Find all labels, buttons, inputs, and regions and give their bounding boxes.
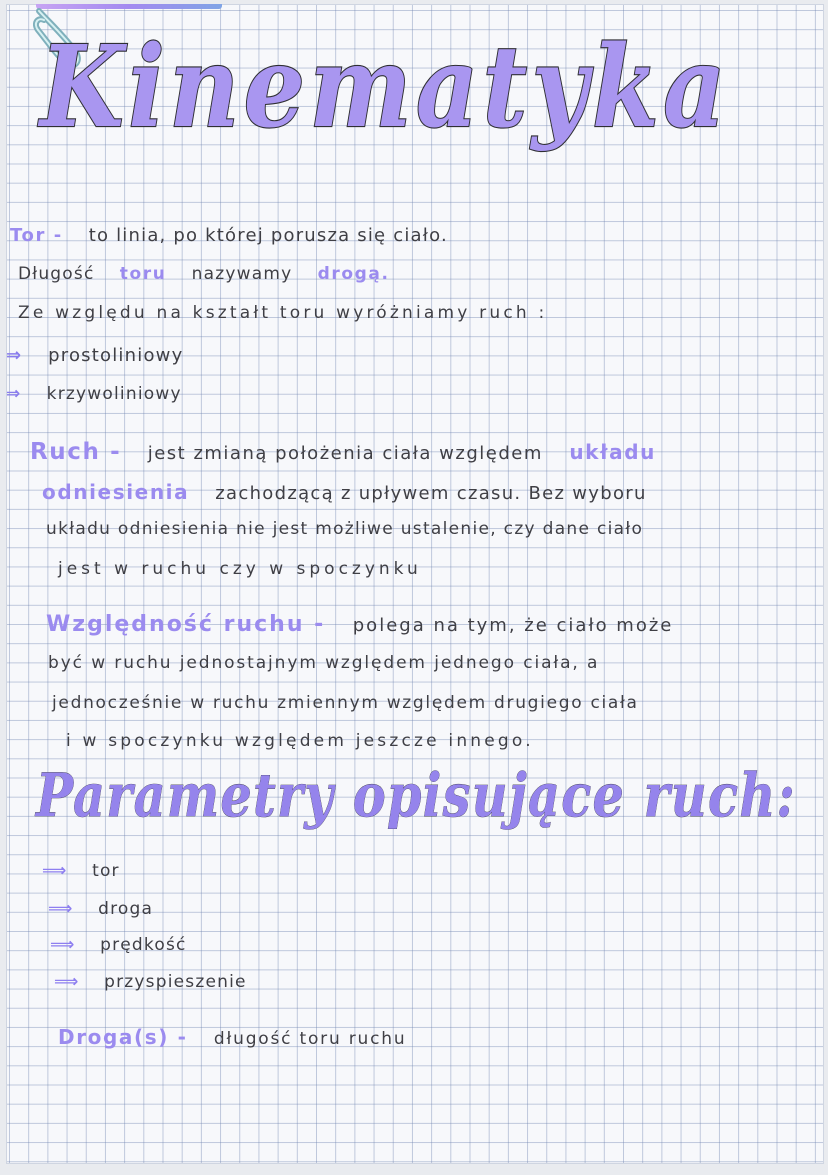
shape-line — [18, 305, 547, 322]
notebook-page — [6, 4, 824, 1164]
double-arrow-icon: ⇒ — [6, 384, 22, 404]
droga-line-prefix: Długość — [18, 264, 95, 284]
parameter-text: przyspieszenie — [104, 972, 247, 992]
tor-definition: to linia, po której porusza się ciało. — [88, 225, 448, 246]
wzglednosc-text-2: być w ruchu jednostajnym względem jednego ciała, a — [48, 653, 600, 673]
droga-definition-text: długość toru ruchu — [213, 1029, 407, 1049]
ruch-line-3 — [46, 521, 643, 538]
double-arrow-icon: ⟹ — [42, 861, 67, 881]
ruch-text-2: zachodzącą z upływem czasu. Bez wyboru — [215, 483, 647, 504]
parameters-title-text: Parametry opisujące ruch: — [34, 761, 796, 831]
double-arrow-icon: ⟹ — [48, 899, 73, 919]
wzglednosc-line-1 — [46, 614, 673, 636]
bullet-item-krzywoliniowy — [6, 386, 182, 403]
ruch-text-1: jest zmianą położenia ciała względem — [147, 443, 543, 464]
droga-line-mid: nazywamy — [191, 264, 293, 284]
wzglednosc-text-4: i w spoczynku względem jeszcze innego. — [66, 731, 534, 751]
wzglednosc-heading: Względność ruchu - — [46, 612, 326, 637]
tor-definition-line — [10, 227, 448, 245]
ruch-accent-tail: układu — [569, 440, 656, 464]
bullet-item-prostoliniowy — [6, 347, 183, 365]
droga-heading: Droga(s) - — [58, 1025, 188, 1049]
parameters-title — [34, 761, 816, 836]
wzglednosc-line-2 — [48, 655, 599, 672]
tor-term: Tor - — [10, 225, 63, 246]
ruch-line-4 — [58, 561, 422, 578]
parameter-item-predkosc — [50, 937, 187, 954]
bullet-text: prostoliniowy — [48, 345, 184, 366]
double-arrow-icon: ⇒ — [6, 345, 23, 366]
parameter-text: tor — [92, 861, 120, 881]
shape-line-text: Ze względu na kształt toru wyróżniamy ruch : — [18, 303, 548, 323]
ruch-line-1 — [30, 441, 656, 464]
parameter-text: prędkość — [100, 935, 187, 955]
bullet-text: krzywoliniowy — [46, 384, 182, 404]
page-title — [24, 14, 784, 184]
ruch-line-2 — [42, 482, 647, 503]
ruch-text-3: układu odniesienia nie jest możliwe ustalenie, czy dane ciało — [46, 519, 644, 539]
droga-accent: drogą. — [317, 264, 390, 284]
wzglednosc-text-1: polega na tym, że ciało może — [352, 615, 674, 636]
droga-definition — [58, 1027, 406, 1048]
parameter-item-tor — [42, 863, 120, 880]
page-title-text: Kinematyka — [37, 22, 731, 153]
wzglednosc-text-3: jednocześnie w ruchu zmiennym względem drugiego ciała — [52, 693, 639, 713]
wzglednosc-line-3 — [52, 695, 639, 712]
ruch-heading: Ruch - — [30, 439, 122, 465]
droga-line — [18, 266, 390, 283]
toru-accent: toru — [119, 264, 167, 284]
double-arrow-icon: ⟹ — [54, 972, 79, 992]
ruch-accent-start: odniesienia — [42, 480, 190, 504]
double-arrow-icon: ⟹ — [50, 935, 75, 955]
ruch-text-4: jest w ruchu czy w spoczynku — [58, 559, 422, 579]
wzglednosc-line-4 — [66, 733, 534, 750]
parameter-item-droga — [48, 901, 153, 918]
parameter-item-przyspieszenie — [54, 974, 247, 991]
parameter-text: droga — [98, 899, 154, 919]
